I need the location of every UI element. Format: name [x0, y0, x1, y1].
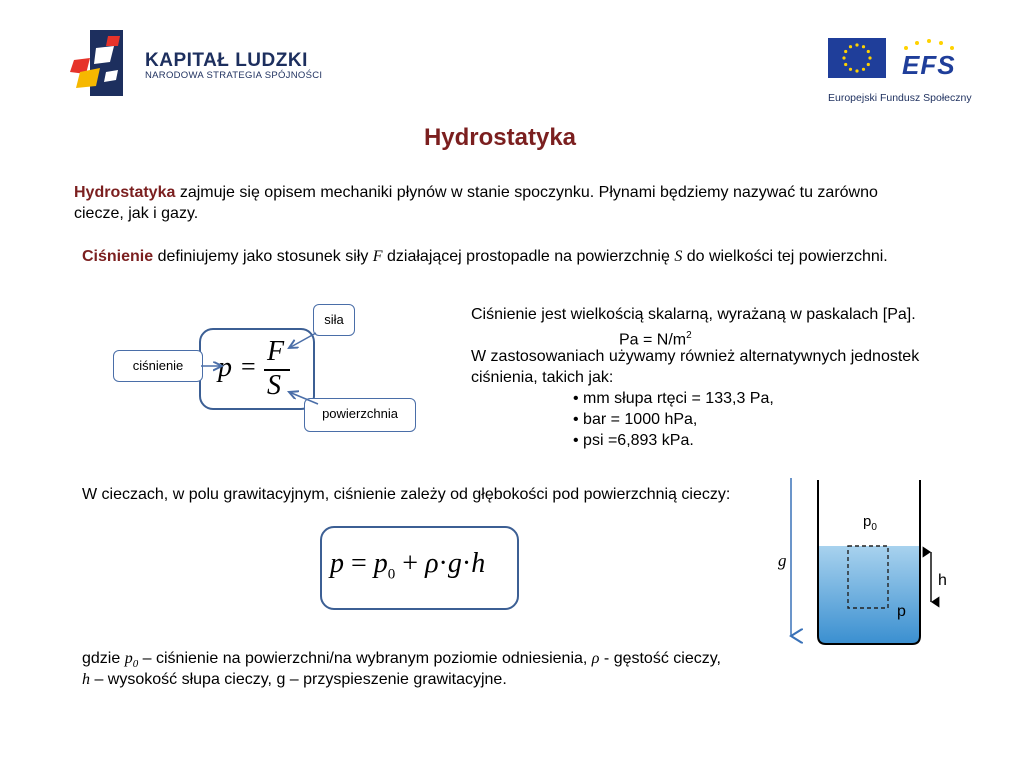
where-line-2 — [82, 669, 507, 690]
units-bullet-3: • psi =6,893 kPa. — [573, 432, 694, 449]
diagram-p0-sub: 0 — [871, 522, 877, 533]
hydrostatic-formula — [330, 548, 485, 584]
where-rho: ρ — [591, 650, 600, 667]
hf-dot1: · — [438, 548, 448, 579]
hf-p0: p — [373, 548, 388, 579]
eu-flag — [828, 38, 886, 78]
units-line-3: W zastosowaniach używamy również alternatywnych jednostek — [471, 348, 920, 365]
slide-title: Hydrostatyka — [423, 124, 577, 151]
units-line-1: Ciśnienie jest wielkością skalarną, wyrażaną w paskalach [Pa]. — [471, 306, 916, 323]
where-p0-sub: 0 — [132, 658, 139, 671]
units-pa-definition: Pa = N/m — [619, 331, 687, 349]
hf-plus: + — [402, 548, 419, 579]
hf-rho: ρ — [425, 548, 439, 579]
definition-var-s: S — [674, 248, 683, 265]
water-fill — [818, 546, 920, 644]
intro-keyword: Hydrostatyka — [74, 184, 176, 201]
intro-paragraph — [74, 182, 954, 224]
hf-p0-sub: 0 — [387, 566, 396, 583]
formula-lhs-p: p — [218, 352, 232, 383]
definition-keyword: Ciśnienie — [82, 248, 154, 265]
kapital-ludzki-emblem-icon — [68, 28, 128, 98]
efs-text: EFS — [902, 50, 956, 80]
where-text-2: – ciśnienie na powierzchni/na wybranym poziomie odniesienia, — [138, 650, 592, 667]
vessel-diagram — [770, 472, 970, 652]
hf-g: g — [447, 548, 462, 579]
units-line-4: ciśnienia, takich jak: — [471, 369, 614, 386]
kapital-ludzki-title: KAPITAŁ LUDZKI — [145, 50, 308, 71]
intro-text-line1: zajmuje się opisem mechaniki płynów w stanie spoczynku. Płynami będziemy nazywać tu zarówno — [175, 184, 878, 201]
intro-text-line2: ciecze, jak i gazy. — [74, 205, 199, 222]
callout-pressure: ciśnienie — [113, 350, 203, 382]
efs-logo — [898, 38, 960, 82]
units-bullet-1: • mm słupa rtęci = 133,3 Pa, — [573, 390, 774, 407]
formula-denominator-s: S — [267, 370, 281, 401]
definition-text-3: do wielkości tej powierzchni. — [682, 248, 888, 265]
diagram-p0-base: p — [863, 513, 872, 530]
formula-numerator-f: F — [267, 336, 285, 367]
diagram-g-label: g — [778, 551, 787, 570]
diagram-p-label: p — [897, 603, 906, 620]
eu-flag-icon — [828, 38, 886, 78]
where-p0: p — [124, 650, 133, 667]
hf-h: h — [471, 548, 486, 579]
where-text-1: gdzie — [82, 650, 125, 667]
hf-eq: = — [351, 548, 367, 579]
diagram-p0-label — [863, 513, 877, 533]
definition-line — [82, 246, 982, 267]
callout-area: powierzchnia — [304, 398, 416, 432]
depth-intro: W cieczach, w polu grawitacyjnym, ciśnienie zależy od głębokości pod powierzchnią cieczy: — [82, 486, 731, 503]
where-text-3: - gęstość cieczy, — [599, 650, 721, 667]
where-h: h — [82, 671, 90, 688]
definition-var-f: F — [372, 248, 383, 265]
formula-equals: = — [241, 352, 256, 381]
hf-p: p — [330, 548, 344, 579]
efs-caption: Europejski Fundusz Społeczny — [828, 92, 972, 104]
definition-text-1: definiujemy jako stosunek siły — [153, 248, 373, 265]
units-bullet-2: • bar = 1000 hPa, — [573, 411, 698, 428]
definition-text-2: działającej prostopadle na powierzchnię — [382, 248, 675, 265]
where-text-4: – wysokość słupa cieczy, g – przyspieszenie grawitacyjne. — [90, 671, 507, 688]
kapital-ludzki-subtitle: NARODOWA STRATEGIA SPÓJNOŚCI — [145, 70, 323, 81]
hf-dot2: · — [461, 548, 472, 579]
callout-force: siła — [313, 304, 355, 336]
units-pa-exponent: 2 — [686, 330, 692, 341]
diagram-h-label: h — [938, 572, 947, 589]
pressure-formula-box — [199, 328, 315, 410]
